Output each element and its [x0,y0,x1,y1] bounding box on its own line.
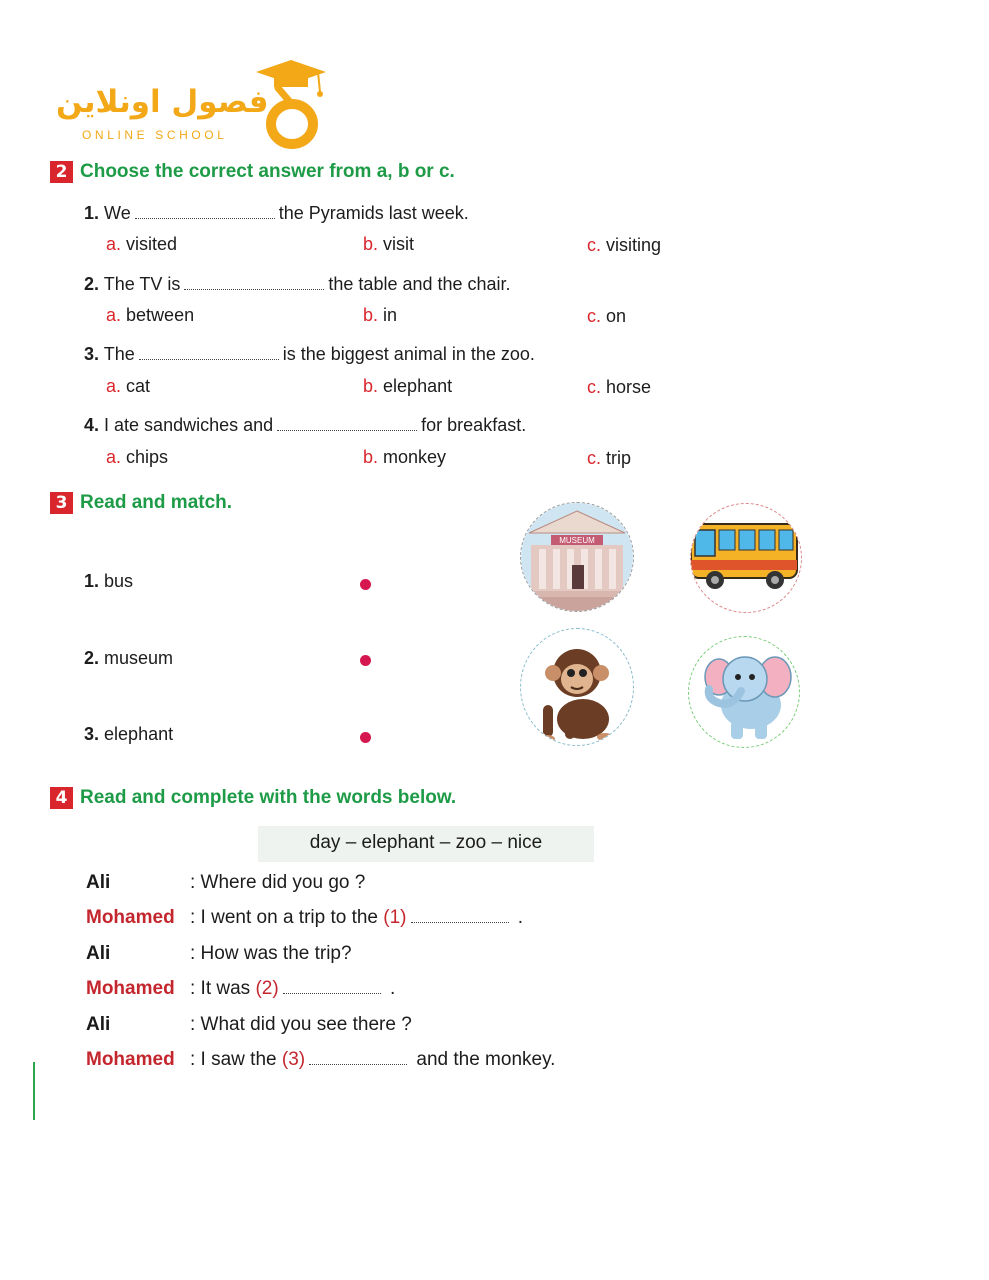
question-text-after: the table and the chair. [328,274,511,294]
dialogue-text: : It was [190,978,256,999]
option-letter: a. [106,447,122,467]
logo-arabic-text: فصول اونلاين [56,84,269,120]
museum-picture[interactable] [520,502,634,612]
option-letter: b. [363,447,379,467]
section-number-badge: 3 [50,492,73,514]
answer-blank[interactable] [309,1052,407,1065]
option-b[interactable] [363,234,414,255]
answer-blank[interactable] [283,981,381,994]
dialogue-line-6 [86,1049,555,1071]
match-item-bus [84,571,133,592]
section-title: Choose the correct answer from a, b or c. [80,161,455,182]
match-number: 1. [84,571,100,591]
question-2 [84,274,511,295]
match-item-elephant [84,724,173,745]
section-title: Read and match. [80,492,233,513]
option-letter: c. [587,448,602,468]
answer-blank[interactable] [411,910,509,923]
elephant-illustration [689,637,799,747]
match-word: museum [104,648,174,668]
blank-number: (1) [383,907,407,928]
question-3 [84,344,535,365]
margin-line [33,1062,35,1120]
question-text-after: is the biggest animal in the zoo. [282,344,535,364]
bus-illustration [691,504,801,612]
blank-number: (2) [255,978,279,999]
option-letter: b. [363,305,379,325]
match-item-museum [84,648,173,669]
option-letter: c. [587,377,602,397]
monkey-picture[interactable] [520,628,634,746]
question-text-after: for breakfast. [421,415,527,435]
option-b[interactable] [363,305,397,326]
speaker-name: Mohamed [86,978,175,999]
answer-blank[interactable] [277,418,417,431]
question-text-after: the Pyramids last week. [278,203,469,223]
option-a[interactable] [106,234,177,255]
question-number: 3. [84,344,100,364]
option-text: trip [606,448,632,468]
dialogue-text: : What did you see there ? [190,1014,412,1035]
match-word: bus [104,571,134,591]
match-dot-2[interactable] [360,655,371,666]
dialogue-text: : Where did you go ? [190,872,366,893]
word-bank-text: day – elephant – zoo – nice [309,832,543,853]
option-a[interactable] [106,305,194,326]
option-a[interactable] [106,447,168,468]
graduation-cap-logo-icon [254,58,328,150]
option-text: cat [126,376,151,396]
option-letter: a. [106,234,122,254]
question-number: 2. [84,274,100,294]
option-c[interactable] [587,448,631,469]
dialogue-text: : How was the trip? [190,943,352,964]
dialogue-line-2 [86,907,523,929]
dialogue-line-3 [86,943,352,965]
option-letter: c. [587,235,602,255]
option-text: chips [126,447,169,467]
section-3-heading [50,492,232,514]
option-c[interactable] [587,235,661,256]
question-text-before: We [104,203,131,223]
bus-picture[interactable] [690,503,802,613]
section-number-badge: 4 [50,787,73,809]
dialogue-line-1 [86,872,365,894]
option-text: monkey [383,447,447,467]
option-letter: b. [363,234,379,254]
option-text: visiting [606,235,662,255]
option-letter: a. [106,305,122,325]
answer-blank[interactable] [184,277,324,290]
option-text: between [126,305,195,325]
section-2-heading [50,161,455,183]
option-c[interactable] [587,306,626,327]
option-letter: b. [363,376,379,396]
option-a[interactable] [106,376,150,397]
speaker-name: Ali [86,943,111,964]
logo-english-text: ONLINE SCHOOL [82,128,228,142]
match-dot-1[interactable] [360,579,371,590]
match-word: elephant [104,724,174,744]
question-text-before: I ate sandwiches and [104,415,274,435]
option-text: horse [606,377,652,397]
dialogue-text-end: . [512,907,524,928]
question-text-before: The TV is [103,274,181,294]
section-4-heading [50,787,456,809]
option-text: in [383,305,398,325]
question-number: 1. [84,203,100,223]
speaker-name: Ali [86,872,111,893]
blank-number: (3) [281,1049,306,1070]
question-1 [84,203,469,224]
question-4 [84,415,526,436]
monkey-illustration [521,629,633,745]
dialogue-line-5 [86,1014,412,1036]
speaker-name: Mohamed [86,1049,175,1070]
answer-blank[interactable] [135,206,275,219]
speaker-name: Ali [86,1014,111,1035]
question-text-before: The [103,344,135,364]
option-text: on [606,306,627,326]
dialogue-text-end: . [384,978,396,999]
dialogue-text: : I saw the [190,1049,282,1070]
option-letter: a. [106,376,122,396]
option-text: visited [126,234,178,254]
speaker-name: Mohamed [86,907,175,928]
museum-sign-text: MUSEUM [559,536,595,545]
section-title: Read and complete with the words below. [80,787,457,808]
dialogue-text-end: and the monkey. [411,1049,556,1070]
section-number-badge: 2 [50,161,73,183]
option-text: elephant [383,376,453,396]
option-text: visit [383,234,415,254]
question-number: 4. [84,415,100,435]
dialogue-text: : I went on a trip to the [190,907,384,928]
elephant-picture[interactable] [688,636,800,748]
option-c[interactable] [587,377,651,398]
answer-blank[interactable] [139,347,279,360]
option-b[interactable] [363,447,446,468]
museum-illustration [521,503,633,611]
dialogue-line-4 [86,978,395,1000]
match-number: 2. [84,648,100,668]
option-b[interactable] [363,376,452,397]
match-dot-3[interactable] [360,732,371,743]
match-number: 3. [84,724,100,744]
option-letter: c. [587,306,602,326]
